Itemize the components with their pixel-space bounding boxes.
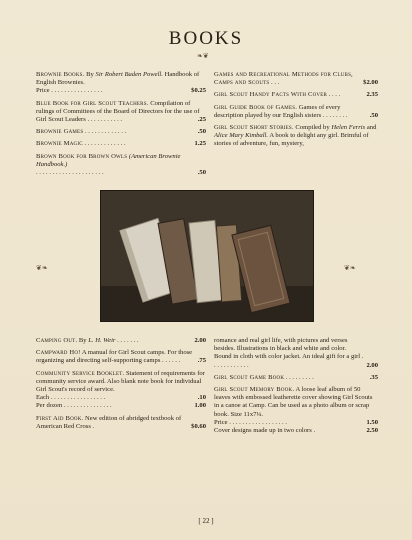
entry-camping-out: Camping Out. By L. H. Weir . . . . . . . 2.00 xyxy=(36,337,206,344)
books-illustration xyxy=(101,191,313,321)
entry-community-service: Community Service Booklet. Statement of requirements for community service award. Also blank note book for individual Girl Scout's record of service. Each . . . . . . . . . . . . . . . . . .10 Per dozen . . . . . . . . . . . . . . . 1.00 xyxy=(36,369,206,410)
entry-price: $0.25 xyxy=(191,87,206,95)
entry-handy-facts: Girl Scout Handy Facts With Cover . . . . 2.35 xyxy=(214,91,378,99)
entry-memory-book: Girl Scout Memory Book. A loose leaf album of 50 leaves with embossed leatherette cover showing Girl Scouts in a canoe at Camp. Can be used as a photo album or scrap book. Size 11x7¼. Price . . . . . . . . . . . . . . . . . . 1.50 Cover designs made up in two colors . 2.50 xyxy=(214,386,378,435)
mid-ornament-right: ❦❧ xyxy=(344,264,356,272)
entry-games-recreational: Games and Recreational Methods for Clubs, Camps and Scouts . . . $2.00 xyxy=(214,71,378,87)
top-ornament: ❧❦ xyxy=(197,52,209,60)
bottom-left-column xyxy=(36,337,206,435)
mid-ornament-left: ❦❧ xyxy=(36,264,48,272)
entry-campward-ho: Campward Ho! A manual for Girl Scout camps. For those organizing and directing self-supporting camps . . . . . . .75 xyxy=(36,349,206,365)
page-title: BOOKS xyxy=(168,28,244,49)
entry-brownie-magic: Brownie Magic . . . . . . . . . . . . . 1.25 xyxy=(36,140,206,148)
entry-brownie-books: Brownie Books. By Sir Robert Baden Powell. Handbook of English Brownies. Price . . . . . . . . . . . . . . . . $0.25 xyxy=(36,71,206,95)
entry-brown-book: Brown Book for Brown Owls (American Brownie Handbook.) . . . . . . . . . . . . . . . . . . . . . .50 xyxy=(36,152,206,177)
entry-guide-games: Girl Guide Book of Games. Games of every description played by our English sisters . . . . . . . . .50 xyxy=(214,103,378,119)
entry-head: Brownie Books. xyxy=(36,71,85,78)
entry-first-aid: First Aid Book. New edition of abridged textbook of American Red Cross . $0.60 xyxy=(36,414,206,430)
entry-blue-book: Blue Book for Girl Scout Teachers. Compilation of rulings of Committees of the Board of Directors for the use of Girl Scout Leaders . . . . . . . . . . . .25 xyxy=(36,99,206,124)
entry-short-stories-cont: romance and real girl life, with pictures and verses besides. Illustrations in black and white and color. Bound in cloth with color jacket. An ideal gift for a girl . . . . . . . . . . . . 2.00 xyxy=(214,337,378,369)
entry-brownie-games: Brownie Games . . . . . . . . . . . . . .50 xyxy=(36,128,206,136)
bottom-right-column xyxy=(214,337,378,439)
right-column xyxy=(214,71,378,153)
entry-short-stories: Girl Scout Short Stories. Compiled by Helen Ferris and Alice Mary Kimball. A book to delight any girl. Brimful of stories of adventure, fun, mystery, xyxy=(214,124,377,148)
left-column xyxy=(36,71,206,181)
entry-game-book: Girl Scout Game Book . . . . . . . . . .35 xyxy=(214,373,378,381)
page-number: [ 22 ] xyxy=(198,517,214,525)
books-photo xyxy=(100,190,314,322)
